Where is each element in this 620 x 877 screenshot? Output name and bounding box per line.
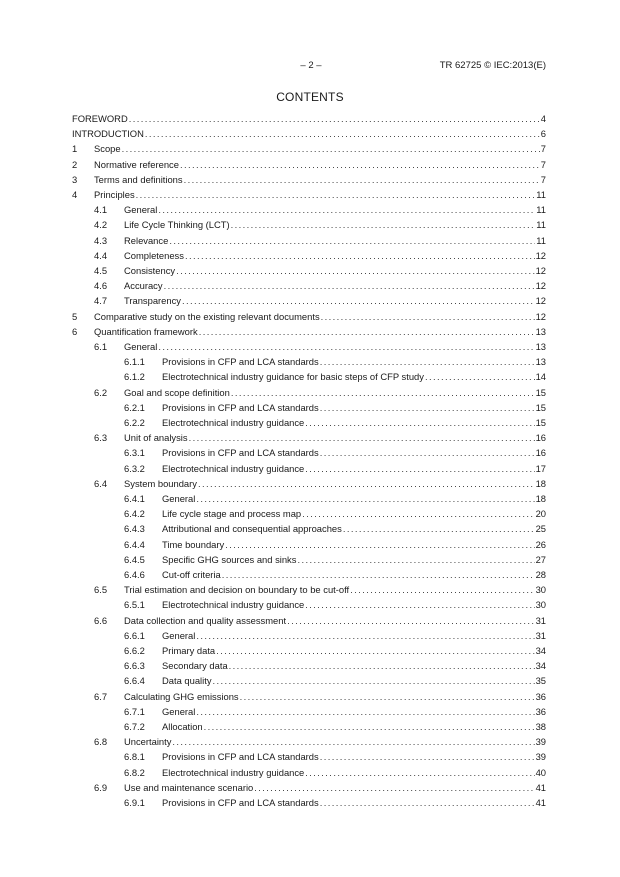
toc-entry-number: 6.7.1 — [124, 705, 145, 717]
toc-entry[interactable] — [94, 294, 546, 307]
toc-leader-dots — [297, 553, 534, 566]
toc-entry-number: 1 — [72, 143, 78, 155]
toc-entry-label: Provisions in CFP and LCA standards — [162, 797, 319, 808]
toc-leader-dots — [216, 644, 534, 657]
toc-leader-dots — [145, 127, 540, 140]
toc-entry-page: 7 — [540, 158, 546, 170]
toc-leader-dots — [198, 477, 535, 490]
toc-entry-number: 6.3.2 — [124, 462, 145, 474]
toc-entry-label: Primary data — [162, 645, 216, 656]
toc-entry-number: 6.8 — [94, 736, 108, 748]
toc-entry[interactable] — [124, 720, 546, 733]
toc-entry[interactable] — [94, 234, 546, 247]
toc-leader-dots — [305, 598, 534, 611]
toc-entry-number: 6.8.2 — [124, 766, 145, 778]
toc-entry-number: 6.9.1 — [124, 797, 145, 808]
toc-entry-page: 15 — [535, 386, 546, 398]
toc-entry-page: 26 — [535, 538, 546, 550]
toc-entry-label: Use and maintenance scenario — [124, 781, 254, 793]
page-title: CONTENTS — [276, 90, 344, 104]
toc-entry[interactable] — [72, 127, 546, 140]
toc-entry[interactable] — [124, 568, 546, 581]
toc-leader-dots — [196, 705, 534, 718]
toc-entry-number: 6.4.1 — [124, 493, 145, 504]
toc-leader-dots — [320, 796, 535, 809]
toc-entry-label: Data collection and quality assessment — [124, 614, 287, 626]
toc-entry-label: Normative reference — [94, 158, 179, 170]
toc-entry-label: Calculating GHG emissions — [124, 690, 239, 702]
toc-entry[interactable] — [94, 386, 546, 399]
toc-entry-label: Provisions in CFP and LCA standards — [162, 751, 319, 763]
toc-entry-label: INTRODUCTION — [72, 128, 144, 140]
toc-entry-page: 34 — [535, 660, 546, 672]
toc-entry-number: 6.6.1 — [124, 629, 145, 641]
toc-entry-number: 6.7.2 — [124, 721, 145, 732]
toc-entry-page: 41 — [535, 797, 546, 808]
toc-entry-page: 30 — [535, 584, 546, 596]
toc-entry-number: 6.5 — [94, 584, 108, 596]
toc-entry[interactable] — [124, 796, 546, 809]
toc-entry[interactable] — [124, 355, 546, 368]
toc-entry-number: 6.5.1 — [124, 599, 145, 611]
toc-entry[interactable] — [94, 203, 546, 216]
toc-entry-page: 12 — [535, 249, 546, 261]
toc-leader-dots — [196, 629, 534, 642]
toc-leader-dots — [425, 370, 535, 383]
toc-entry-number: 4.4 — [94, 249, 108, 261]
toc-entry-number: 6.9 — [94, 781, 108, 793]
toc-entry-number: 6.2.1 — [124, 401, 145, 413]
toc-entry[interactable] — [124, 401, 546, 414]
toc-entry-page: 13 — [535, 325, 546, 337]
toc-entry-label: Scope — [94, 143, 121, 155]
toc-entry-page: 39 — [535, 751, 546, 763]
toc-leader-dots — [213, 674, 535, 687]
toc-leader-dots — [129, 112, 540, 125]
toc-entry-number: 4.1 — [94, 204, 108, 216]
toc-leader-dots — [158, 340, 534, 353]
toc-entry-page: 30 — [535, 599, 546, 611]
toc-leader-dots — [287, 614, 534, 627]
toc-leader-dots — [305, 462, 534, 475]
toc-entry[interactable] — [124, 446, 546, 459]
toc-entry-label: Accuracy — [124, 280, 163, 292]
toc-entry[interactable] — [94, 279, 546, 292]
toc-leader-dots — [229, 659, 535, 672]
toc-entry[interactable] — [124, 538, 546, 551]
toc-entry-label: Life Cycle Thinking (LCT) — [124, 219, 230, 231]
toc-entry-label: Consistency — [124, 265, 176, 276]
toc-entry-page: 39 — [535, 736, 546, 748]
toc-entry[interactable] — [94, 431, 546, 444]
toc-entry[interactable] — [72, 325, 546, 338]
toc-leader-dots — [320, 750, 535, 763]
toc-leader-dots — [172, 735, 534, 748]
toc-entry-label: System boundary — [124, 477, 197, 489]
toc-entry-number: 6.3 — [94, 432, 108, 444]
toc-entry-number: 6.4.6 — [124, 569, 145, 580]
toc-entry-page: 18 — [535, 493, 546, 504]
toc-entry-number: 2 — [72, 158, 78, 170]
toc-entry-label: Relevance — [124, 234, 169, 246]
toc-entry-number: 6.4.5 — [124, 553, 145, 565]
toc-entry-label: Completeness — [124, 249, 184, 261]
toc-entry-page: 28 — [535, 569, 546, 580]
toc-entry-page: 12 — [535, 310, 546, 322]
toc-entry-page: 31 — [535, 614, 546, 626]
toc-leader-dots — [136, 188, 536, 201]
toc-leader-dots — [225, 538, 534, 551]
toc-entry-number: 6.4.2 — [124, 508, 145, 520]
toc-entry[interactable] — [124, 507, 546, 520]
toc-entry-label: Goal and scope definition — [124, 386, 230, 398]
toc-entry-page: 40 — [535, 766, 546, 778]
toc-entry-page: 11 — [536, 189, 546, 200]
toc-entry[interactable] — [72, 142, 546, 155]
toc-entry-page: 36 — [535, 690, 546, 702]
toc-entry-page: 12 — [535, 295, 546, 307]
toc-entry[interactable] — [124, 629, 546, 642]
toc-entry-page: 16 — [535, 447, 546, 459]
toc-leader-dots — [122, 142, 540, 155]
toc-entry-page: 27 — [535, 553, 546, 565]
toc-leader-dots — [320, 355, 535, 368]
toc-entry[interactable] — [94, 477, 546, 490]
toc-entry-page: 12 — [535, 265, 546, 276]
toc-entry-number: 4.7 — [94, 295, 108, 307]
toc-entry-page: 11 — [536, 204, 546, 216]
toc-leader-dots — [199, 325, 535, 338]
toc-entry-label: General — [124, 341, 158, 352]
toc-entry[interactable] — [94, 218, 546, 231]
toc-entry-label: Quantification framework — [94, 325, 198, 337]
toc-entry-number: 6.1 — [94, 341, 108, 352]
toc-entry-page: 15 — [535, 401, 546, 413]
toc-entry[interactable] — [124, 644, 546, 657]
toc-entry[interactable] — [124, 659, 546, 672]
toc-entry-page: 14 — [535, 371, 546, 383]
toc-entry[interactable] — [94, 690, 546, 703]
toc-entry-number: 6.1.2 — [124, 371, 145, 383]
toc-entry[interactable] — [94, 781, 546, 794]
toc-entry-page: 18 — [535, 477, 546, 489]
toc-entry[interactable] — [124, 766, 546, 779]
toc-entry[interactable] — [124, 370, 546, 383]
toc-leader-dots — [158, 203, 535, 216]
toc-entry-number: 6.2.2 — [124, 417, 145, 428]
toc-entry-page: 17 — [535, 462, 546, 474]
toc-entry-label: Electrotechnical industry guidance — [162, 462, 305, 474]
toc-entry-number: 6.1.1 — [124, 356, 145, 368]
toc-entry[interactable] — [72, 112, 546, 125]
toc-entry-label: Electrotechnical industry guidance — [162, 766, 305, 778]
toc-entry-page: 12 — [535, 280, 546, 292]
toc-leader-dots — [169, 234, 535, 247]
toc-leader-dots — [320, 446, 535, 459]
toc-entry-page: 35 — [535, 675, 546, 687]
toc-entry[interactable] — [94, 249, 546, 262]
toc-entry[interactable] — [94, 583, 546, 596]
toc-leader-dots — [196, 492, 534, 505]
toc-entry-page: 25 — [535, 523, 546, 535]
toc-entry-label: Unit of analysis — [124, 432, 188, 444]
toc-entry-label: General — [162, 629, 196, 641]
toc-entry-page: 31 — [535, 629, 546, 641]
toc-leader-dots — [254, 781, 534, 794]
toc-entry-label: Provisions in CFP and LCA standards — [162, 356, 319, 368]
toc-entry-number: 4.5 — [94, 265, 108, 276]
toc-entry-label: Electrotechnical industry guidance — [162, 417, 305, 428]
toc-entry-label: Life cycle stage and process map — [162, 508, 302, 520]
toc-entry-number: 6.7 — [94, 690, 108, 702]
toc-entry-number: 6.6.2 — [124, 645, 145, 656]
toc-leader-dots — [305, 766, 534, 779]
toc-entry-number: 6.4 — [94, 477, 108, 489]
toc-leader-dots — [176, 264, 534, 277]
toc-entry-label: Uncertainty — [124, 736, 172, 748]
toc-entry-number: 4 — [72, 189, 78, 200]
toc-entry-label: Trial estimation and decision on boundary to be cut-off — [124, 584, 350, 596]
toc-entry-label: Time boundary — [162, 538, 225, 550]
toc-entry[interactable] — [94, 264, 546, 277]
toc-entry[interactable] — [124, 522, 546, 535]
toc-leader-dots — [204, 720, 535, 733]
toc-entry-number: 4.2 — [94, 219, 108, 231]
toc-entry-label: General — [162, 493, 196, 504]
toc-entry[interactable] — [124, 492, 546, 505]
toc-entry-label: Secondary data — [162, 660, 228, 672]
toc-entry[interactable] — [72, 310, 546, 323]
toc-leader-dots — [164, 279, 535, 292]
toc-entry-page: 36 — [535, 705, 546, 717]
toc-entry-page: 7 — [540, 173, 546, 185]
toc-entry-label: FOREWORD — [72, 113, 128, 124]
toc-entry-number: 6.3.1 — [124, 447, 145, 459]
toc-entry[interactable] — [94, 735, 546, 748]
toc-entry-page: 13 — [535, 341, 546, 352]
toc-entry-label: Terms and definitions — [94, 173, 183, 185]
toc-entry-page: 38 — [535, 721, 546, 732]
toc-entry[interactable] — [124, 674, 546, 687]
toc-leader-dots — [320, 401, 535, 414]
toc-leader-dots — [350, 583, 534, 596]
toc-entry[interactable] — [72, 188, 546, 201]
toc-entry-label: Provisions in CFP and LCA standards — [162, 447, 319, 459]
toc-entry[interactable] — [72, 173, 546, 186]
toc-entry-page: 7 — [540, 143, 546, 155]
toc-entry-page: 20 — [535, 508, 546, 520]
toc-leader-dots — [222, 568, 535, 581]
toc-leader-dots — [180, 158, 540, 171]
toc-entry-number: 6.4.4 — [124, 538, 145, 550]
toc-entry-number: 6.2 — [94, 386, 108, 398]
toc-entry-number: 6.4.3 — [124, 523, 145, 535]
toc-entry-page: 15 — [535, 417, 546, 428]
toc-leader-dots — [231, 386, 535, 399]
toc-entry-number: 4.3 — [94, 234, 108, 246]
toc-entry[interactable] — [124, 416, 546, 429]
toc-leader-dots — [343, 522, 535, 535]
toc-leader-dots — [189, 431, 535, 444]
toc-entry-label: Data quality — [162, 675, 212, 687]
toc-entry-label: Provisions in CFP and LCA standards — [162, 401, 319, 413]
toc-entry-number: 6.6.4 — [124, 675, 145, 687]
toc-entry[interactable] — [124, 750, 546, 763]
toc-leader-dots — [321, 310, 535, 323]
standard-reference: TR 62725 © IEC:2013(E) — [439, 60, 546, 71]
toc-entry[interactable] — [72, 158, 546, 171]
toc-entry-label: General — [162, 705, 196, 717]
toc-entry-number: 6.6 — [94, 614, 108, 626]
toc-entry-page: 11 — [536, 219, 546, 231]
toc-leader-dots — [184, 173, 540, 186]
toc-entry-number: 3 — [72, 173, 78, 185]
toc-entry-label: Electrotechnical industry guidance for basic steps of CFP study — [162, 371, 424, 383]
toc-leader-dots — [305, 416, 534, 429]
toc-entry-number: 6 — [72, 325, 78, 337]
toc-entry-page: 11 — [536, 234, 546, 246]
toc-entry-label: General — [124, 204, 158, 216]
toc-entry[interactable] — [124, 598, 546, 611]
toc-entry[interactable] — [94, 614, 546, 627]
toc-entry-number: 6.6.3 — [124, 660, 145, 672]
toc-entry[interactable] — [94, 340, 546, 353]
toc-entry-page: 16 — [535, 432, 546, 444]
toc-entry[interactable] — [124, 553, 546, 566]
toc-entry-label: Cut-off criteria — [162, 569, 221, 580]
toc-entry-page: 13 — [535, 356, 546, 368]
toc-entry-number: 5 — [72, 310, 78, 322]
toc-entry-page: 4 — [540, 113, 546, 124]
toc-entry-number: 6.8.1 — [124, 751, 145, 763]
toc-entry[interactable] — [124, 462, 546, 475]
toc-leader-dots — [302, 507, 534, 520]
toc-leader-dots — [240, 690, 535, 703]
toc-leader-dots — [185, 249, 535, 262]
toc-entry-page: 34 — [535, 645, 546, 656]
toc-entry[interactable] — [124, 705, 546, 718]
toc-entry-number: 4.6 — [94, 280, 108, 292]
toc-entry-label: Attributional and consequential approaches — [162, 523, 342, 535]
toc-entry-label: Allocation — [162, 721, 203, 732]
toc-entry-label: Electrotechnical industry guidance — [162, 599, 305, 611]
toc-entry-label: Comparative study on the existing relevant documents — [94, 310, 320, 322]
page-number: – 2 – — [300, 60, 322, 71]
toc-entry-label: Transparency — [124, 295, 181, 307]
toc-leader-dots — [231, 218, 536, 231]
toc-leader-dots — [182, 294, 535, 307]
toc-entry-page: 6 — [540, 128, 546, 140]
toc-entry-page: 41 — [535, 781, 546, 793]
toc-entry-label: Principles — [94, 189, 135, 200]
toc-entry-label: Specific GHG sources and sinks — [162, 553, 297, 565]
